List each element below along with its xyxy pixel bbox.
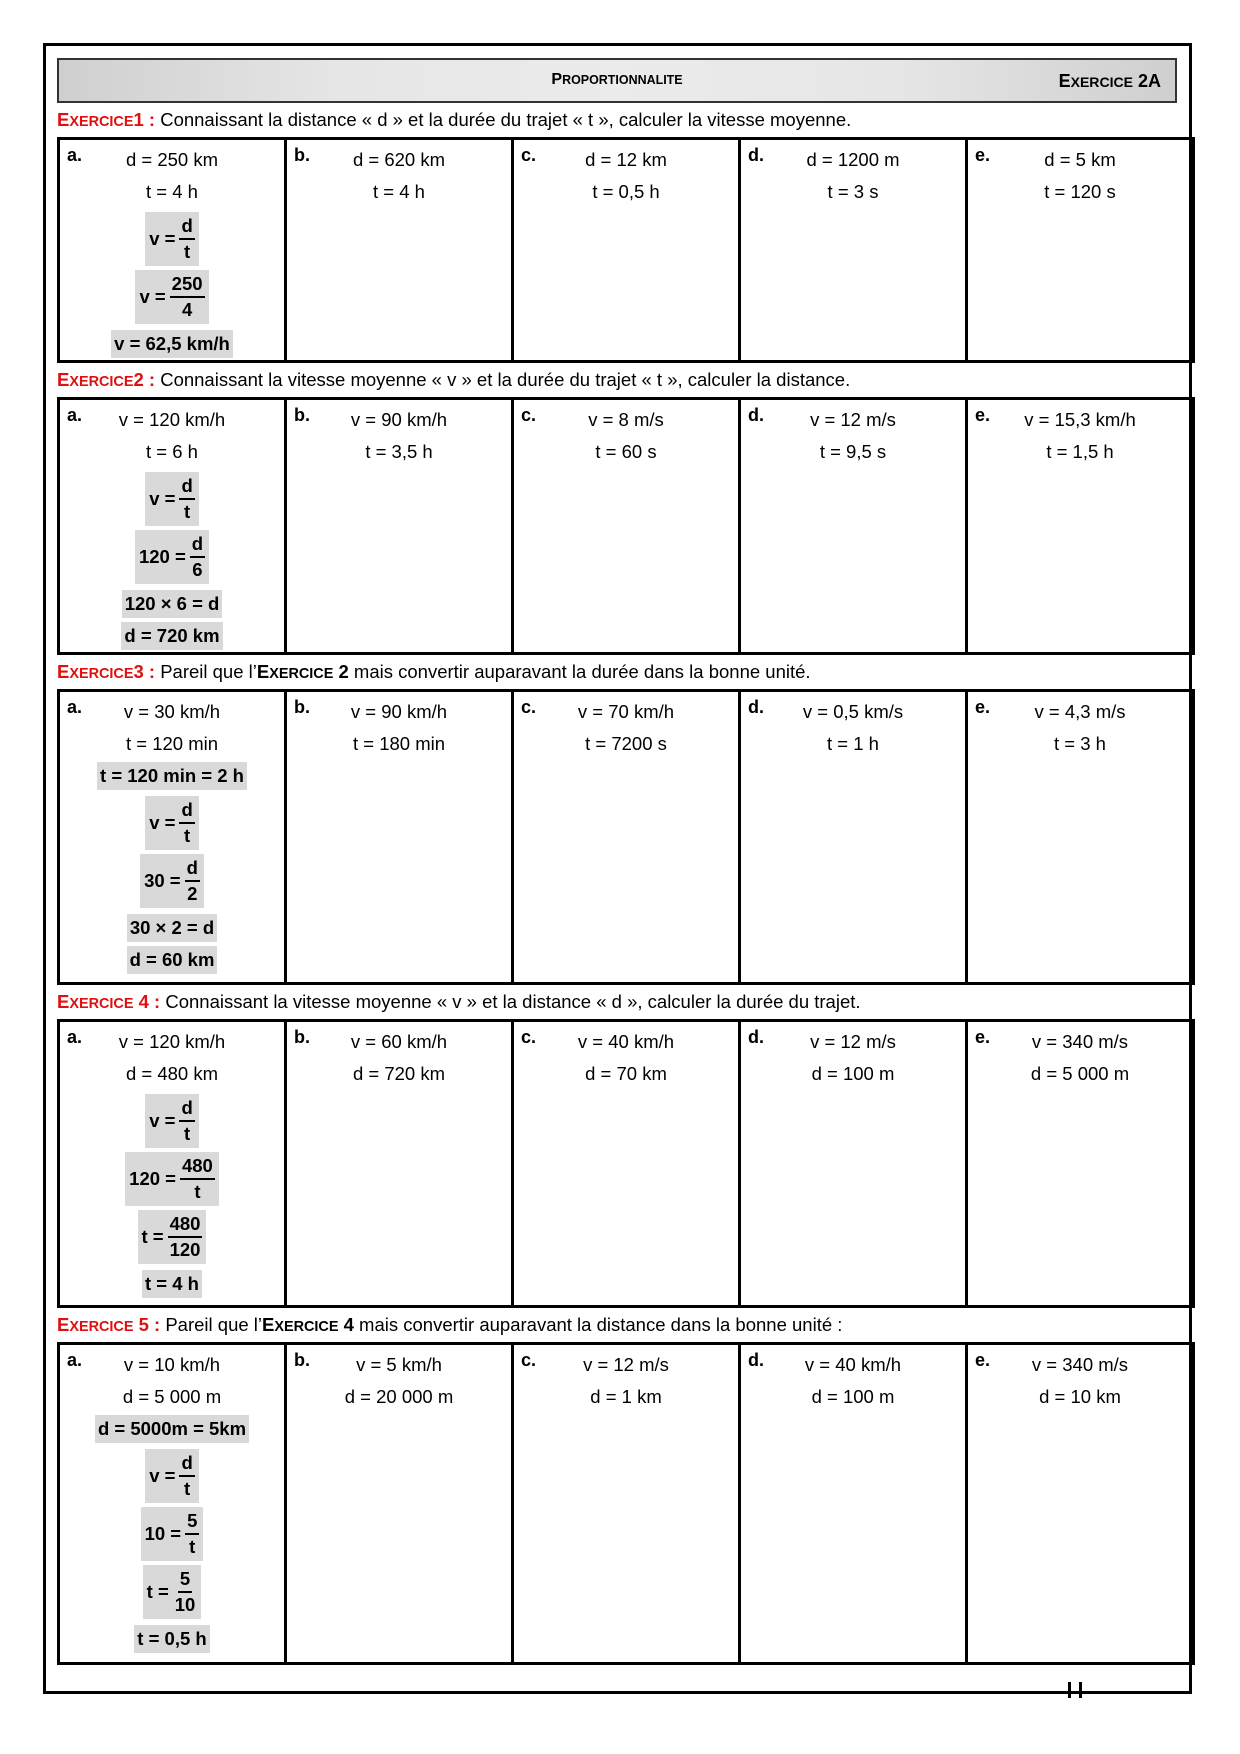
solution-step: d = 60 km	[60, 944, 284, 976]
exercise-cell	[59, 691, 286, 984]
given-value: d = 480 km	[125, 1063, 219, 1084]
fraction: $\frac{d}{2}$	[186, 857, 198, 904]
exercise-label: EXERCICE1 :	[57, 109, 156, 130]
exercise-cell[interactable]	[967, 399, 1194, 654]
exercise-cell[interactable]	[740, 1021, 967, 1307]
given-value: v = 40 km/h	[804, 1354, 902, 1375]
given-value: t = 60 s	[595, 441, 657, 462]
exercise-label: EXERCICE 4 :	[57, 991, 161, 1012]
item-letter: e.	[975, 1027, 991, 1047]
given-value: v = 60 km/h	[350, 1031, 448, 1052]
item-letter: a.	[67, 1027, 83, 1047]
exercise-label: EXERCICE 5 :	[57, 1314, 161, 1335]
solution-fraction-step: 10 = $\frac{5}{t}$	[60, 1507, 284, 1561]
exercise-reference: EXERCICE 2	[256, 661, 349, 682]
given-value: t = 120 s	[1044, 181, 1116, 202]
fraction: $\frac{480}{120}$	[169, 1213, 201, 1260]
given-value: t = 180 min	[352, 733, 446, 754]
exercise-code: EXERCICE 2A	[1058, 71, 1161, 91]
given-value: v = 340 m/s	[1031, 1354, 1129, 1375]
instruction-text: Connaissant la vitesse moyenne « v » et la durée du trajet « t », calculer la distance.	[155, 369, 851, 390]
fraction: $\frac{480}{t}$	[181, 1155, 213, 1202]
exercise-grid	[57, 689, 1195, 985]
exercise-cell[interactable]	[513, 1344, 740, 1664]
exercise-instruction	[57, 1308, 1177, 1342]
given-value: t = 1 h	[827, 733, 879, 754]
frame-corner-mark	[1068, 1682, 1082, 1698]
given-value: v = 12 m/s	[583, 1354, 669, 1375]
exercise-cell[interactable]	[740, 1344, 967, 1664]
exercise-cell[interactable]	[967, 1021, 1194, 1307]
given-value: v = 340 m/s	[1031, 1031, 1129, 1052]
solution-fraction-step: v = $\frac{d}{t}$	[60, 472, 284, 526]
exercise-block	[57, 363, 1177, 655]
exercise-block	[57, 985, 1177, 1308]
exercise-block	[57, 1308, 1177, 1665]
given-value: t = 4 h	[146, 181, 198, 202]
solution-fraction-step: v = $\frac{d}{t}$	[60, 1449, 284, 1503]
solution-fraction-step: 30 = $\frac{d}{2}$	[60, 854, 284, 908]
exercise-block	[57, 655, 1177, 985]
fraction: $\frac{d}{t}$	[181, 215, 193, 262]
exercise-cell[interactable]	[286, 399, 513, 654]
given-value: d = 1 km	[590, 1386, 662, 1407]
solution-step: d = 5000m = 5km	[60, 1413, 284, 1445]
item-letter: b.	[294, 1027, 310, 1047]
solution-step: v = 62,5 km/h	[60, 328, 284, 360]
given-value: d = 20 000 m	[344, 1386, 454, 1407]
exercise-cell[interactable]	[513, 139, 740, 362]
fraction: $\frac{250}{4}$	[171, 273, 203, 320]
item-letter: c.	[521, 145, 537, 165]
solution-fraction-step: v = $\frac{d}{t}$	[60, 1094, 284, 1148]
given-value: d = 720 km	[352, 1063, 446, 1084]
given-value: v = 120 km/h	[118, 1031, 226, 1052]
item-letter: b.	[294, 1350, 310, 1370]
given-value: v = 15,3 km/h	[1024, 409, 1136, 430]
item-letter: e.	[975, 697, 991, 717]
given-value: t = 3 h	[1054, 733, 1106, 754]
exercise-cell[interactable]	[286, 1021, 513, 1307]
given-value: t = 7200 s	[585, 733, 667, 754]
solution-step: 120 × 6 = d	[60, 588, 284, 620]
item-letter: c.	[521, 697, 537, 717]
item-letter: d.	[748, 697, 764, 717]
solution-fraction-step: 120 = $\frac{480}{t}$	[60, 1152, 284, 1206]
page-header	[57, 58, 1177, 103]
solution-fraction-step: t = $\frac{480}{120}$	[60, 1210, 284, 1264]
given-value: d = 250 km	[125, 149, 219, 170]
exercise-cell[interactable]	[967, 691, 1194, 984]
given-value: v = 12 m/s	[810, 409, 896, 430]
given-value: d = 620 km	[352, 149, 446, 170]
exercise-instruction	[57, 363, 1177, 397]
given-value: t = 1,5 h	[1046, 441, 1114, 462]
given-value: t = 120 min	[125, 733, 219, 754]
worksheet	[57, 58, 1177, 1665]
given-value: t = 9,5 s	[819, 441, 887, 462]
solution-step: t = 0,5 h	[60, 1623, 284, 1655]
given-value: t = 0,5 h	[592, 181, 660, 202]
exercise-cell[interactable]	[286, 139, 513, 362]
solution-step: t = 120 min = 2 h	[60, 760, 284, 792]
exercise-instruction	[57, 985, 1177, 1019]
fraction: $\frac{5}{10}$	[174, 1568, 196, 1615]
solution-step: d = 720 km	[60, 620, 284, 652]
item-letter: a.	[67, 1350, 83, 1370]
item-letter: c.	[521, 1027, 537, 1047]
given-value: d = 12 km	[585, 149, 667, 170]
given-value: v = 90 km/h	[350, 409, 448, 430]
given-value: v = 0,5 km/s	[802, 701, 904, 722]
solution-fraction-step: v = $\frac{d}{t}$	[60, 796, 284, 850]
item-letter: c.	[521, 1350, 537, 1370]
given-value: d = 1200 m	[806, 149, 900, 170]
instruction-text: Pareil que l’	[155, 661, 257, 682]
solution-step: t = 4 h	[60, 1268, 284, 1300]
item-letter: e.	[975, 1350, 991, 1370]
item-letter: b.	[294, 697, 310, 717]
exercise-cell	[59, 1021, 286, 1307]
item-letter: d.	[748, 145, 764, 165]
exercise-cell[interactable]	[967, 1344, 1194, 1664]
item-letter: a.	[67, 697, 83, 717]
instruction-text: Connaissant la distance « d » et la durée du trajet « t », calculer la vitesse moyenne.	[155, 109, 852, 130]
exercise-cell[interactable]	[740, 399, 967, 654]
given-value: d = 10 km	[1039, 1386, 1121, 1407]
exercise-grid	[57, 1019, 1195, 1308]
item-letter: d.	[748, 405, 764, 425]
given-value: v = 120 km/h	[118, 409, 226, 430]
fraction: $\frac{d}{t}$	[181, 1097, 193, 1144]
instruction-text: mais convertir auparavant la durée dans la bonne unité.	[348, 661, 811, 682]
given-value: v = 5 km/h	[356, 1354, 442, 1375]
instruction-text: mais convertir auparavant la distance dans la bonne unité :	[353, 1314, 843, 1335]
exercise-reference: EXERCICE 4	[262, 1314, 354, 1335]
exercise-block	[57, 103, 1177, 363]
exercise-cell[interactable]	[513, 399, 740, 654]
exercise-cell	[59, 399, 286, 654]
given-value: d = 70 km	[585, 1063, 667, 1084]
exercise-list	[57, 103, 1177, 1665]
given-value: v = 4,3 m/s	[1034, 701, 1126, 722]
item-letter: b.	[294, 145, 310, 165]
given-value: v = 90 km/h	[350, 701, 448, 722]
given-value: v = 10 km/h	[123, 1354, 221, 1375]
exercise-instruction	[57, 103, 1177, 137]
item-letter: e.	[975, 145, 991, 165]
fraction: $\frac{d}{t}$	[181, 475, 193, 522]
solution-step: 30 × 2 = d	[60, 912, 284, 944]
given-value: d = 100 m	[811, 1063, 895, 1084]
given-value: t = 6 h	[146, 441, 198, 462]
exercise-cell[interactable]	[740, 691, 967, 984]
exercise-grid	[57, 1342, 1195, 1665]
exercise-cell	[59, 139, 286, 362]
given-value: v = 70 km/h	[577, 701, 675, 722]
given-value: v = 8 m/s	[588, 409, 664, 430]
given-value: t = 3,5 h	[365, 441, 433, 462]
given-value: t = 4 h	[373, 181, 425, 202]
exercise-grid	[57, 137, 1195, 363]
exercise-cell[interactable]	[286, 1344, 513, 1664]
exercise-cell	[59, 1344, 286, 1664]
given-value: t = 3 s	[827, 181, 879, 202]
given-value: d = 5 km	[1044, 149, 1116, 170]
given-value: d = 5 000 m	[122, 1386, 222, 1407]
solution-fraction-step: v = $\frac{250}{4}$	[60, 270, 284, 324]
page-title: PROPORTIONNALITE	[551, 71, 683, 88]
fraction: $\frac{d}{t}$	[181, 799, 193, 846]
item-letter: a.	[67, 145, 83, 165]
item-letter: e.	[975, 405, 991, 425]
exercise-label: EXERCICE3 :	[57, 661, 156, 682]
exercise-instruction	[57, 655, 1177, 689]
item-letter: a.	[67, 405, 83, 425]
exercise-cell[interactable]	[740, 139, 967, 362]
exercise-cell[interactable]	[967, 139, 1194, 362]
instruction-text: Pareil que l’	[160, 1314, 263, 1335]
instruction-text: Connaissant la vitesse moyenne « v » et la distance « d », calculer la durée du trajet.	[160, 991, 861, 1012]
item-letter: d.	[748, 1027, 764, 1047]
fraction: $\frac{d}{t}$	[181, 1452, 193, 1499]
solution-fraction-step: 120 = $\frac{d}{6}$	[60, 530, 284, 584]
solution-fraction-step: v = $\frac{d}{t}$	[60, 212, 284, 266]
exercise-cell[interactable]	[513, 691, 740, 984]
fraction: $\frac{d}{6}$	[191, 533, 204, 580]
item-letter: c.	[521, 405, 537, 425]
solution-fraction-step: t = $\frac{5}{10}$	[60, 1565, 284, 1619]
exercise-grid	[57, 397, 1195, 655]
exercise-label: EXERCICE2 :	[57, 369, 156, 390]
given-value: v = 40 km/h	[577, 1031, 675, 1052]
given-value: v = 30 km/h	[123, 701, 221, 722]
exercise-cell[interactable]	[513, 1021, 740, 1307]
given-value: d = 100 m	[811, 1386, 895, 1407]
item-letter: d.	[748, 1350, 764, 1370]
item-letter: b.	[294, 405, 310, 425]
given-value: v = 12 m/s	[810, 1031, 896, 1052]
fraction: $\frac{5}{t}$	[187, 1510, 198, 1557]
given-value: d = 5 000 m	[1030, 1063, 1130, 1084]
exercise-cell[interactable]	[286, 691, 513, 984]
